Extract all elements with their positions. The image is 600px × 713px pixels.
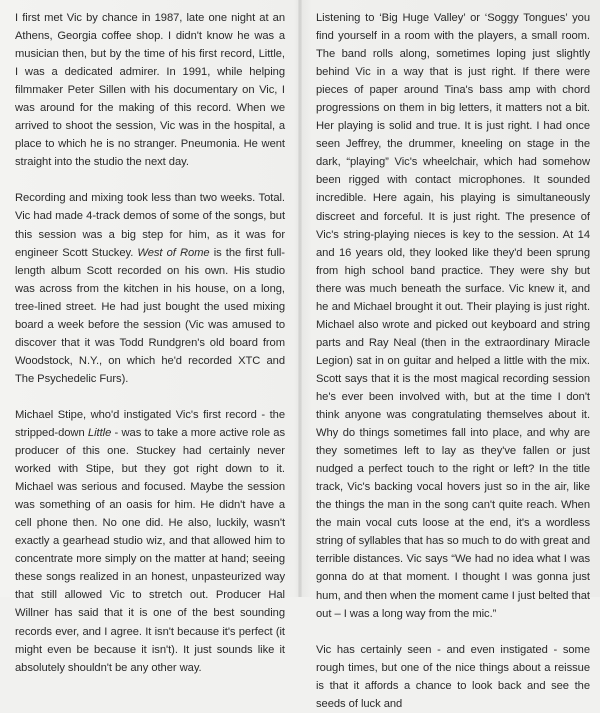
paragraph-text: is the first full-length album Scott recorded on his own. His studio was across from the kitchen in his house, on a long, tree-lined street. He had just bought the used mixing board a week before the session (Vic was amused to discover that it was Todd Rundgren's old board from Woodstock, N.Y., on which he'd recorded XTC and The Psychedelic Furs).: [15, 246, 285, 385]
page-fold: [298, 0, 302, 597]
right-text-column: [316, 9, 590, 713]
paragraph: [15, 189, 285, 388]
left-text-column: [15, 9, 285, 677]
paragraph: [15, 9, 285, 171]
paragraph-text: Michael Stipe, who'd instigated Vic's first record - the stripped-down: [15, 408, 285, 439]
paragraph: [316, 641, 590, 713]
album-title: West of Rome: [137, 246, 210, 259]
paragraph-text: Vic has certainly seen - and even instigated - some rough times, but one of the nice things about a reissue is that it affords a chance to look back and see the seeds of luck and: [316, 643, 590, 710]
paragraph: [15, 406, 285, 677]
paragraph-text: Recording and mixing took less than two weeks. Total. Vic had made 4-track demos of some of the songs, but this session was a big step for him, as it was for engineer Scott Stuckey.: [15, 192, 285, 259]
album-title: Little: [87, 426, 112, 439]
paragraph-text: I first met Vic by chance in 1987, late one night at an Athens, Georgia coffee shop. I didn't know he was a musician then, but by the time of his first record, Little, I was a dedicated admirer. In 1991, while helping filmmaker Peter Sillen with his documentary on Vic, I was around for the making of this record. When we arrived to shoot the session, Vic was in the hospital, a place to which he is no stranger. Pneumonia. He went straight into the studio the next day.: [15, 12, 285, 169]
paragraph: [316, 9, 590, 623]
paragraph-text: Listening to ‘Big Huge Valley’ or ‘Soggy Tongues’ you find yourself in a room with the players, a small room. The band rolls along, sometimes loping just slightly behind Vic in a way that is just right. If there were pieces of paper around Tina's bass amp with chord progressions on them in big letters, it matters not a bit. Her playing is solid and true. It is just right. I had once seen Jeffrey, the drummer, kneeling on stage in the dark, “playing” Vic's wheelchair, which had somehow been rigged with contact microphones. It sounded incredible. Here again, his playing is simultaneously discreet and forceful. It is just right. The presence of Vic's string-playing nieces is key to the session. At 14 and 16 years old, they looked like they'd been sprung from high school band practice. They were shy but there was much beneath the surface. Vic knew it, and he and Michael brought it out. Their playing is just right. Michael also wrote and picked out keyboard and string parts and Ray Neal (then in the extraordinary Miracle Legion) sat in on guitar and helped a little with the mix. Scott says that it is the most magical recording session he's ever been involved with, but at the time I don't think anyone was congratulating themselves about it. Why do things sometimes fall into place, and why are they sometimes left to lay as they've fallen or just nudged a perfect touch to the right or left? In the title track, Vic's backing vocal hovers just so in the air, like the things the man in the song can't quite reach. When the main vocal cuts loose at the end, it's a wordless string of syllables that has so much to do with great and terrible distances. Vic says “We had no idea what I was gonna do at that moment. I thought I was gonna just hum, and then when the moment came I just belted that out – I was a long way from the mic.”: [316, 12, 590, 620]
paragraph-text: - was to take a more active role as producer of this one. Stuckey had certainly never worked with Stipe, but they got right down to it. Michael was serious and focused. Maybe the session was something of an oasis for him. He didn't have a cell phone then. No one did. He also, luckily, wasn't exactly a gearhead studio wiz, and that allowed him to concentrate more simply on the matter at hand; seeing these songs realized in an honest, unpasteurized way that still allowed Vic to stretch out. Producer Hal Willner has said that it is one of the best sounding records ever, and I agree. It isn't because it's perfect (it might even be because it isn't). It just sounds like it absolutely shouldn't be any other way.: [15, 426, 285, 674]
